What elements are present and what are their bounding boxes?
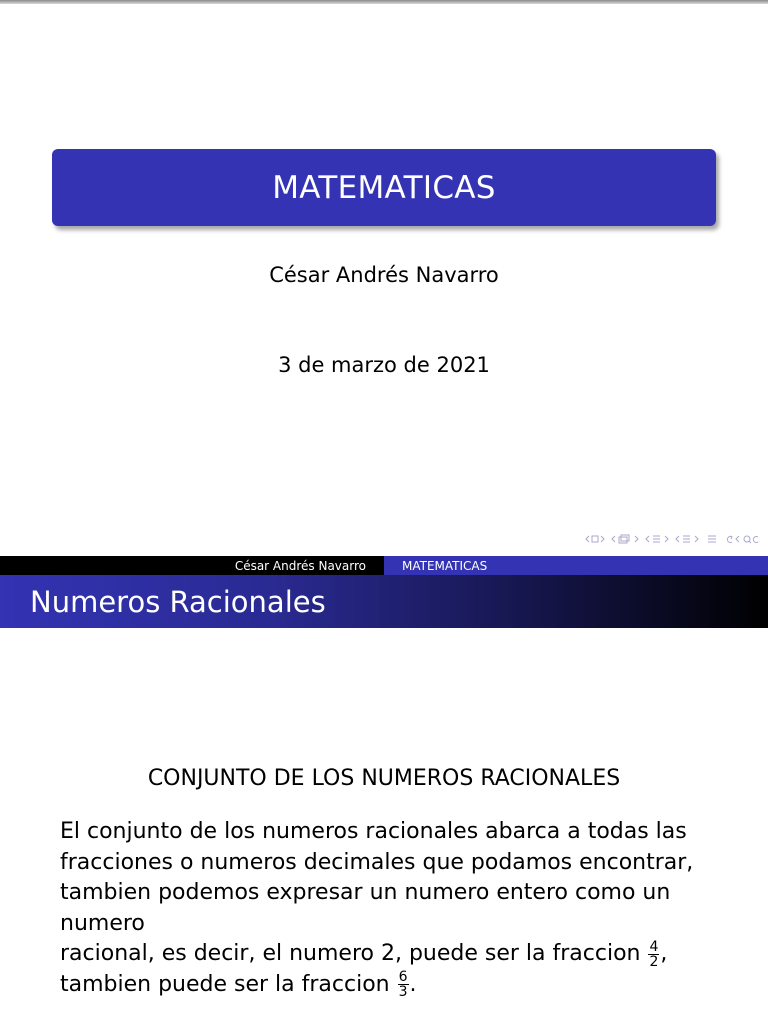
body-line: tambien podemos expresar un numero entero como un numero (60, 880, 671, 936)
body-line: fracciones o numeros decimales que podamos encontrar, (60, 849, 694, 875)
fraction-numerator: 4 (649, 938, 659, 955)
headline-author: César Andrés Navarro (0, 556, 384, 575)
nav-search-icon[interactable] (726, 533, 762, 545)
punctuation: , (660, 941, 668, 966)
headline-bar (0, 556, 768, 575)
body-line-text: tambien puede ser la fraccion (60, 971, 390, 997)
fraction-denominator: 3 (398, 984, 408, 1000)
headline-title: MATEMATICAS (384, 556, 768, 575)
body-line (60, 939, 740, 970)
nav-prev-icon[interactable] (584, 533, 606, 545)
nav-frame-icon[interactable] (610, 533, 640, 545)
body-line: El conjunto de los numeros racionales abarca a todas las (60, 819, 687, 844)
punctuation: . (409, 971, 417, 997)
presentation-date: 3 de marzo de 2021 (278, 353, 490, 377)
nav-align-icon[interactable] (704, 533, 722, 545)
fraction-numerator: 6 (398, 969, 408, 985)
presentation-title: MATEMATICAS (272, 169, 496, 206)
body-line-text: racional, es decir, el numero 2, puede ser la fraccion (60, 941, 641, 966)
author-name: César Andrés Navarro (269, 263, 499, 287)
body-line (60, 970, 740, 1001)
frame-title: Numeros Racionales (30, 584, 326, 619)
frame-title-bar (0, 575, 768, 628)
nav-subsection-icon[interactable] (644, 533, 670, 545)
nav-section-icon[interactable] (674, 533, 700, 545)
body-paragraph (60, 817, 740, 1000)
fraction-denominator: 2 (649, 953, 659, 970)
title-box (52, 149, 716, 226)
section-heading: CONJUNTO DE LOS NUMEROS RACIONALES (147, 766, 621, 791)
fraction-four-halves (648, 940, 659, 969)
fraction-six-thirds (398, 970, 409, 999)
beamer-navigation-bar (584, 531, 762, 547)
